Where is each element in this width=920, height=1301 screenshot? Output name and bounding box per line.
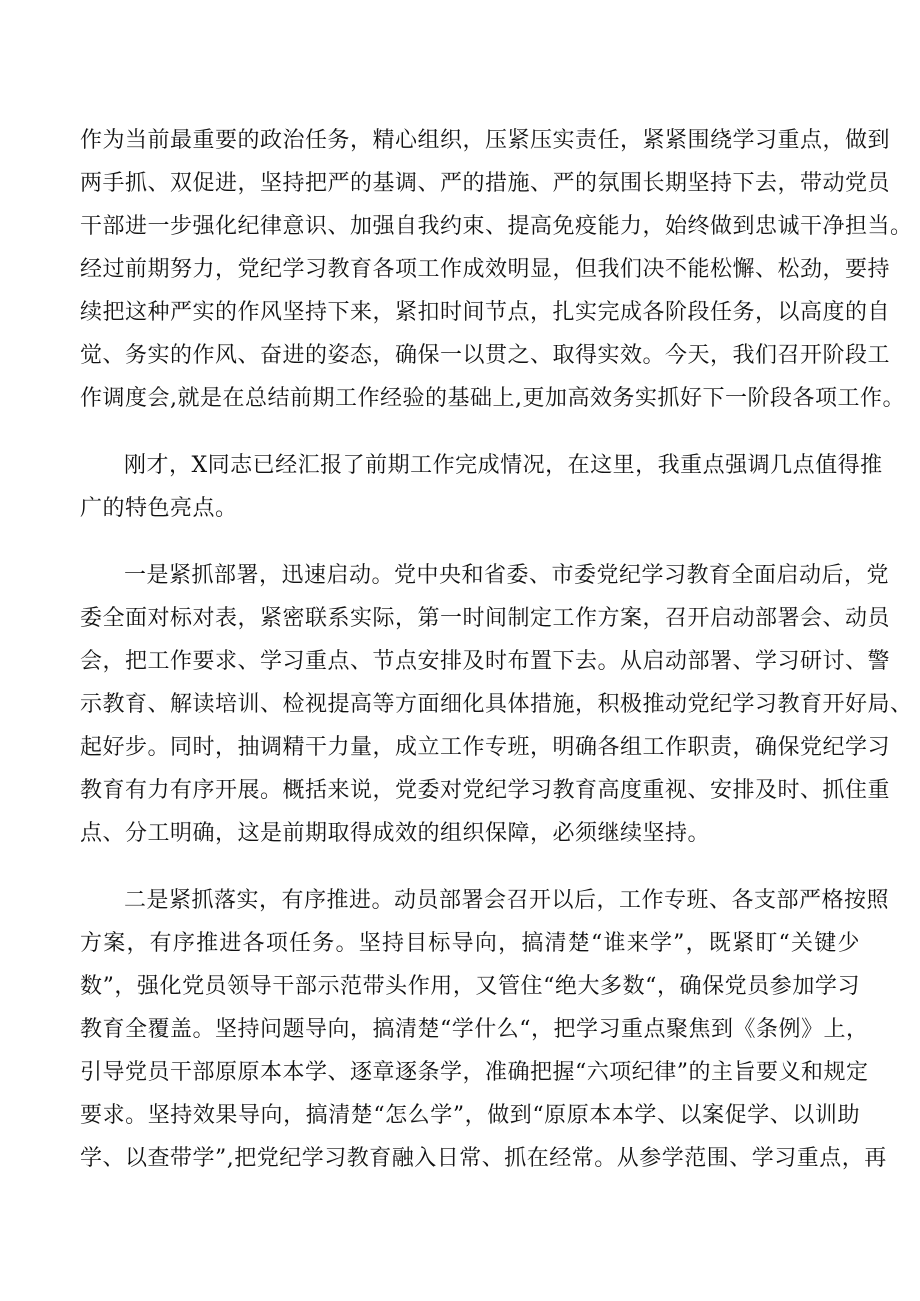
paragraph-4-line-3: 数”，强化党员领导干部示范带头作用，又管住“绝大多数“，确保党员参加学习 (80, 974, 860, 999)
paragraph-2-line-1: 刚才，X同志已经汇报了前期工作完成情况，在这里，我重点强调几点值得推 (124, 453, 883, 478)
paragraph-4-line-2: 方案，有序推进各项任务。坚持目标导向，搞清楚“谁来学”，既紧盯“关键少 (80, 931, 860, 956)
paragraph-3-line-3: 会，把工作要求、学习重点、节点安排及时布置下去。从启动部署、学习研讨、警 (80, 649, 891, 674)
paragraph-3-line-5: 起好步。同时，抽调精干力量，成立工作专班，明确各组工作职责，确保党纪学习 (80, 735, 891, 760)
paragraph-4-line-4: 教育全覆盖。坚持问题导向，搞清楚“学什么“，把学习重点聚焦到《条例》上， (80, 1017, 869, 1042)
paragraph-3-line-4: 示教育、解读培训、检视提高等方面细化具体措施，积极推动党纪学习教育开好局、 (80, 692, 913, 717)
paragraph-4-line-5: 引导党员干部原原本本学、逐章逐条学，准确把握“六项纪律”的主旨要义和规定 (80, 1060, 869, 1085)
paragraph-1-line-5: 续把这种严实的作风坚持下来，紧扣时间节点，扎实完成各阶段任务，以高度的自 (80, 300, 891, 325)
paragraph-4-line-6: 要求。坚持效果导向，搞清楚“怎么学”，做到“原原本本学、以案促学、以训助 (80, 1103, 860, 1128)
paragraph-4-line-1: 二是紧抓落实，有序推进。动员部署会召开以后，工作专班、各支部严格按照 (124, 888, 890, 913)
paragraph-1-line-6: 觉、务实的作风、奋进的姿态，确保一以贯之、取得实效。今天，我们召开阶段工 (80, 343, 891, 368)
paragraph-1-line-3: 干部进一步强化纪律意识、加强自我约束、提高免疫能力，始终做到忠诚干净担当。 (80, 214, 913, 239)
paragraph-3-line-7: 点、分工明确，这是前期取得成效的组织保障，必须继续坚持。 (80, 821, 711, 846)
paragraph-4-line-7: 学、以查带学”,把党纪学习教育融入日常、抓在经常。从参学范围、学习重点，再 (80, 1146, 887, 1171)
paragraph-3-line-2: 委全面对标对表，紧密联系实际，第一时间制定工作方案，召开启动部署会、动员 (80, 606, 891, 631)
paragraph-1-line-2: 两手抓、双促进，坚持把严的基调、严的措施、严的氛围长期坚持下去，带动党员 (80, 171, 891, 196)
paragraph-1-line-7: 作调度会,就是在总结前期工作经验的基础上,更加高效务实抓好下一阶段各项工作。 (80, 386, 905, 411)
paragraph-1-line-4: 经过前期努力，党纪学习教育各项工作成效明显，但我们决不能松懈、松劲，要持 (80, 257, 891, 282)
paragraph-3-line-1: 一是紧抓部署，迅速启动。党中央和省委、市委党纪学习教育全面启动后，党 (124, 563, 890, 588)
paragraph-3-line-6: 教育有力有序开展。概括来说，党委对党纪学习教育高度重视、安排及时、抓住重 (80, 778, 891, 803)
paragraph-2-line-2: 广的特色亮点。 (80, 496, 238, 521)
paragraph-1-line-1: 作为当前最重要的政治任务，精心组织，压紧压实责任，紧紧围绕学习重点，做到 (80, 128, 891, 153)
